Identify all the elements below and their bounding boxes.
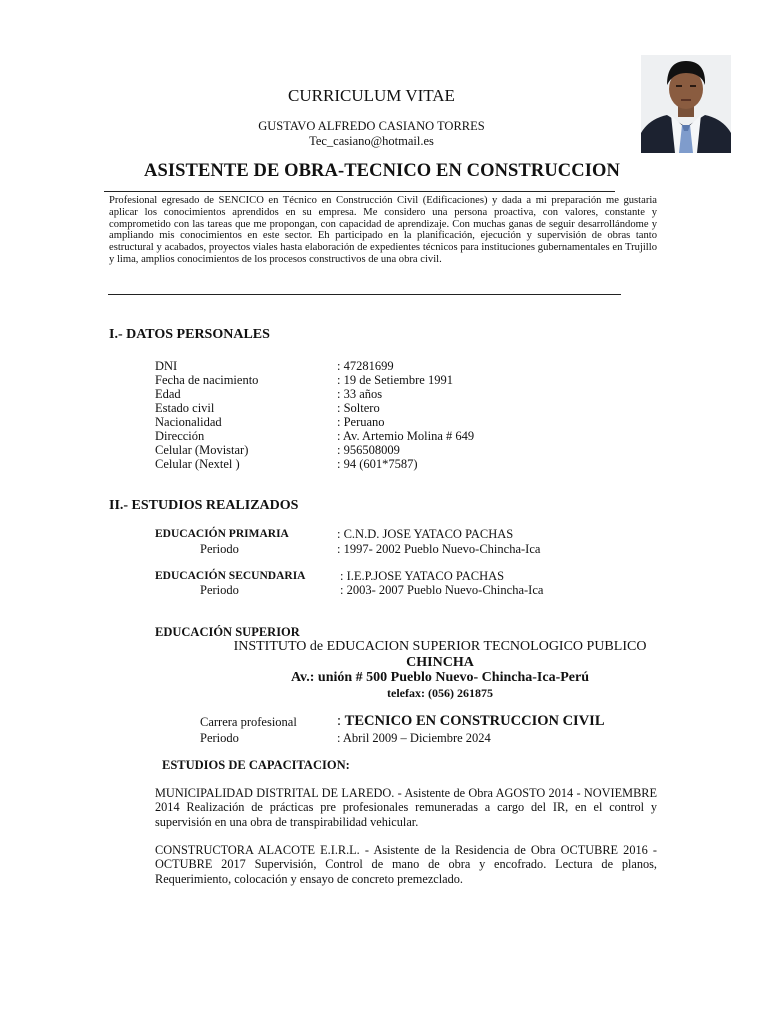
training-item: MUNICIPALIDAD DISTRITAL DE LAREDO. - Asistente de Obra AGOSTO 2014 - NOVIEMBRE 2014 Realización de prácticas pre profesionales remuneradas a cargo del IR, en el control y supervisión en una obra de transpirabilidad vehicular. (155, 786, 657, 829)
period-label: Periodo (200, 731, 239, 745)
personal-label: Dirección (155, 429, 205, 443)
personal-value: : Peruano (337, 415, 385, 429)
profile-summary: Profesional egresado de SENCICO en Técnico en Construcción Civil (Edificaciones) y dada a mi preparación me gustaria aplicar los conocimientos aprendidos en su empresa. Me considero una persona proactiva, con valores, constante y comprometido con las tareas que me propongan, con capacidad de aprendizaje. Con muchas ganas de seguir desarrollándome y ampliando mis conocimientos en este sector. Eh participado en la planificación, ejecución y supervisión de obras tanto estructural y acabados, proyectos viales hasta elaboración de expedientes técnicos para instituciones gubernamentales en Trujillo y lima, amplios conocimientos de los procesos constructivos de una obra civil. (109, 195, 657, 265)
personal-label: DNI (155, 359, 178, 373)
personal-value: : 19 de Setiembre 1991 (337, 373, 453, 387)
period-value: : Abril 2009 – Diciembre 2024 (337, 731, 491, 745)
personal-value: : 47281699 (337, 359, 394, 373)
higher-label: EDUCACIÓN SUPERIOR (155, 625, 300, 639)
institute-address: Av.: unión # 500 Pueblo Nuevo- Chincha-Ica-Perú (290, 670, 590, 685)
institute-name: INSTITUTO de EDUCACION SUPERIOR TECNOLOGICO PUBLICO (233, 639, 647, 654)
personal-value: : 94 (601*7587) (337, 457, 418, 471)
career-label: Carrera profesional (200, 715, 297, 729)
divider-top (104, 191, 615, 192)
personal-value: : Av. Artemio Molina # 649 (337, 429, 475, 443)
personal-value: : Soltero (337, 401, 380, 415)
secondary-label: EDUCACIÓN SECUNDARIA (155, 570, 306, 582)
personal-value: : 33 años (337, 387, 383, 401)
training-heading: ESTUDIOS DE CAPACITACION: (162, 758, 350, 772)
candidate-email: Tec_casiano@hotmail.es (309, 134, 434, 148)
personal-label: Celular (Nextel ) (155, 457, 240, 471)
institute-phone: telefax: (056) 261875 (387, 686, 493, 700)
primary-label: EDUCACIÓN PRIMARIA (155, 528, 289, 540)
primary-period: : 1997- 2002 Pueblo Nuevo-Chincha-Ica (337, 542, 541, 556)
secondary-school: : I.E.P.JOSE YATACO PACHAS (340, 569, 505, 583)
secondary-period-label: Periodo (200, 583, 239, 597)
profile-photo (641, 55, 731, 153)
personal-label: Celular (Movistar) (155, 443, 249, 457)
primary-period-label: Periodo (200, 542, 239, 556)
divider-bottom (108, 294, 621, 295)
job-headline: ASISTENTE DE OBRA-TECNICO EN CONSTRUCCION (144, 161, 620, 181)
career-value: TECNICO EN CONSTRUCCION CIVIL (344, 713, 605, 729)
primary-school: : C.N.D. JOSE YATACO PACHAS (337, 527, 514, 541)
personal-label: Fecha de nacimiento (155, 373, 259, 387)
personal-value: : 956508009 (337, 443, 400, 457)
portrait-image (641, 55, 731, 153)
secondary-period: : 2003- 2007 Pueblo Nuevo-Chincha-Ica (340, 583, 544, 597)
document-title: CURRICULUM VITAE (288, 86, 455, 105)
career-colon: : (337, 713, 342, 729)
institute-city: CHINCHA (406, 655, 474, 670)
section-personal-heading: I.- DATOS PERSONALES (109, 327, 270, 342)
personal-label: Edad (155, 387, 181, 401)
personal-label: Nacionalidad (155, 415, 222, 429)
personal-label: Estado civil (155, 401, 215, 415)
section-studies-heading: II.- ESTUDIOS REALIZADOS (109, 498, 299, 513)
training-item: CONSTRUCTORA ALACOTE E.I.R.L. - Asistente de la Residencia de Obra OCTUBRE 2016 - OCTUBRE 2017 Supervisión, Control de mano de obra y encofrado. Lectura de planos, Requerimiento, colocación y ensayo de concreto premezclado. (155, 843, 657, 886)
candidate-name: GUSTAVO ALFREDO CASIANO TORRES (258, 119, 485, 133)
